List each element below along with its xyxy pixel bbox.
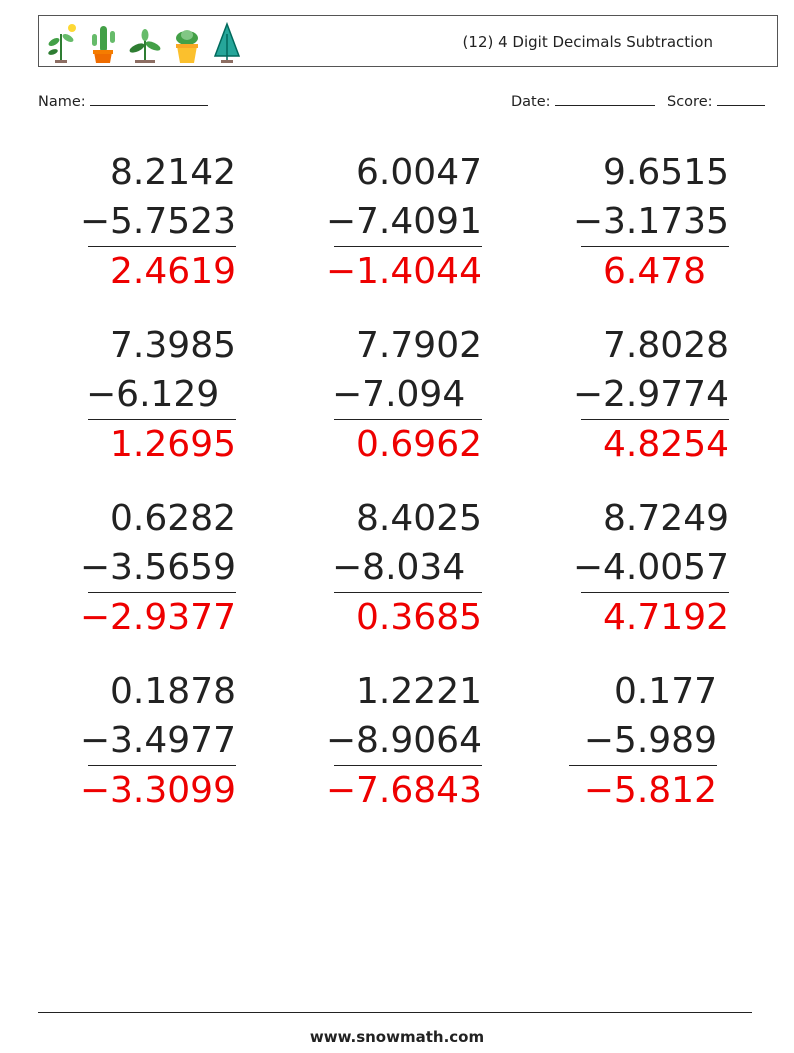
problem-6 (569, 321, 729, 469)
answer: 4.7192 (603, 597, 729, 638)
score-line[interactable] (717, 93, 765, 106)
problem-1 (76, 148, 236, 296)
score-field[interactable] (667, 93, 765, 110)
answer: −1.4044 (325, 251, 482, 292)
problem-11 (322, 667, 482, 815)
subtrahend: −3.5659 (79, 547, 236, 588)
answer: −5.812 (583, 770, 717, 811)
name-field[interactable] (38, 93, 208, 110)
problem-7 (76, 494, 236, 642)
problem-12 (557, 667, 717, 815)
problem-5 (322, 321, 482, 469)
problem-3 (569, 148, 729, 296)
subtrahend: −2.9774 (572, 374, 729, 415)
name-line[interactable] (90, 93, 208, 106)
name-label: Name: (38, 94, 86, 110)
minuend: 7.8028 (603, 325, 729, 366)
problem-9 (569, 494, 729, 642)
cactus-pot-icon (87, 20, 119, 64)
subtrahend: −5.7523 (79, 201, 236, 242)
minuend: 8.7249 (603, 498, 729, 539)
subtrahend: −8.034 (332, 547, 466, 588)
date-field[interactable] (511, 93, 655, 110)
potted-succulent-icon (171, 20, 203, 64)
footer-rule (38, 1012, 752, 1013)
page-title: (12) 4 Digit Decimals Subtraction (462, 33, 713, 51)
subtrahend: −7.4091 (325, 201, 482, 242)
header-box (38, 15, 778, 67)
minuend: 9.6515 (603, 152, 729, 193)
header-icons (43, 20, 243, 64)
subtrahend: −3.1735 (572, 201, 729, 242)
subtrahend: −5.989 (583, 720, 717, 761)
minuend: 0.1878 (110, 671, 236, 712)
minuend: 0.177 (613, 671, 717, 712)
answer: 4.8254 (603, 424, 729, 465)
problem-2 (322, 148, 482, 296)
date-label: Date: (511, 94, 551, 110)
minuend: 7.7902 (356, 325, 482, 366)
minuend: 1.2221 (356, 671, 482, 712)
subtrahend: −8.9064 (325, 720, 482, 761)
plant-leaves-icon (127, 20, 163, 64)
subtrahend: −7.094 (332, 374, 466, 415)
footer-site[interactable]: www.snowmath.com (309, 1028, 485, 1046)
subtrahend: −3.4977 (79, 720, 236, 761)
score-label: Score: (667, 94, 713, 110)
minuend: 6.0047 (356, 152, 482, 193)
tree-icon (211, 20, 243, 64)
plant-sprout-icon (43, 20, 79, 64)
answer: 0.6962 (356, 424, 482, 465)
answer: 1.2695 (110, 424, 236, 465)
answer: 2.4619 (110, 251, 236, 292)
answer: −7.6843 (325, 770, 482, 811)
minuend: 0.6282 (110, 498, 236, 539)
minuend: 8.4025 (356, 498, 482, 539)
answer: 0.3685 (356, 597, 482, 638)
answer: −2.9377 (79, 597, 236, 638)
subtrahend: −6.129 (86, 374, 220, 415)
problem-10 (76, 667, 236, 815)
minuend: 8.2142 (110, 152, 236, 193)
answer: −3.3099 (79, 770, 236, 811)
answer: 6.478 (603, 251, 707, 292)
subtrahend: −4.0057 (572, 547, 729, 588)
problem-4 (76, 321, 236, 469)
date-line[interactable] (555, 93, 655, 106)
minuend: 7.3985 (110, 325, 236, 366)
problem-8 (322, 494, 482, 642)
